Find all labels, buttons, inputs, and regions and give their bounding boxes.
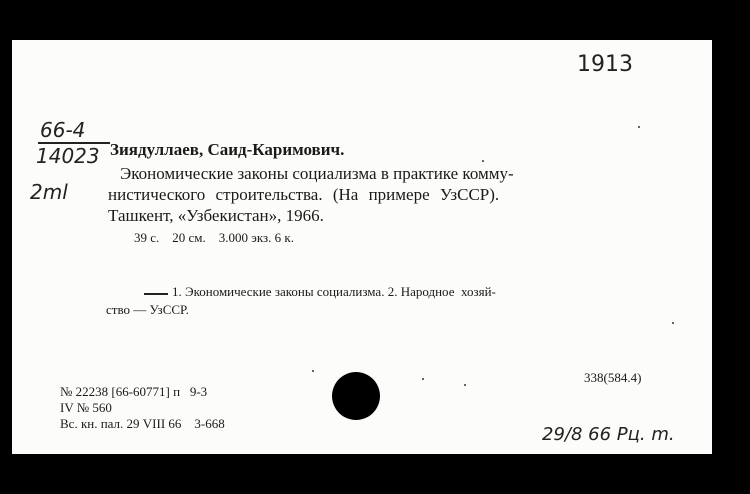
subject-dash xyxy=(144,293,168,295)
bottom-line-1: № 22238 [66-60771] п 9-3 xyxy=(60,384,208,399)
dust-speck xyxy=(672,322,674,324)
dust-speck xyxy=(422,378,424,380)
dust-speck xyxy=(482,160,484,162)
subjects-line-2: ство — УзССР. xyxy=(106,302,189,317)
title-line-2: нистического строительства. (На примере УзССР). xyxy=(108,185,500,204)
bottom-line-3: Вс. кн. пал. 29 VIII 66 3-668 xyxy=(60,416,225,431)
bottom-line-2: IV № 560 xyxy=(60,400,112,415)
dust-speck xyxy=(464,384,466,386)
shelfmark-top: 66-4 xyxy=(40,118,86,142)
author-heading: Зиядуллаев, Саид-Каримович. xyxy=(110,140,345,159)
dust-speck xyxy=(638,126,640,128)
handwritten-date-note: 29/8 66 Рц. m. xyxy=(542,424,675,445)
marginal-note: 2ml xyxy=(30,180,68,204)
title-line-3: Ташкент, «Узбекистан», 1966. xyxy=(108,206,324,225)
handwritten-number: 1913 xyxy=(577,52,633,77)
title-line-1: Экономические законы социализма в практике комму- xyxy=(120,164,514,183)
punch-hole xyxy=(332,372,380,420)
classification-number: 338(584.4) xyxy=(584,370,642,385)
dust-speck xyxy=(312,370,314,372)
shelfmark-bottom: 14023 xyxy=(36,144,100,168)
subjects-line-1: 1. Экономические законы социализма. 2. Народное хозяй- xyxy=(172,284,496,299)
collation-line: 39 с. 20 см. 3.000 экз. 6 к. xyxy=(134,230,294,245)
